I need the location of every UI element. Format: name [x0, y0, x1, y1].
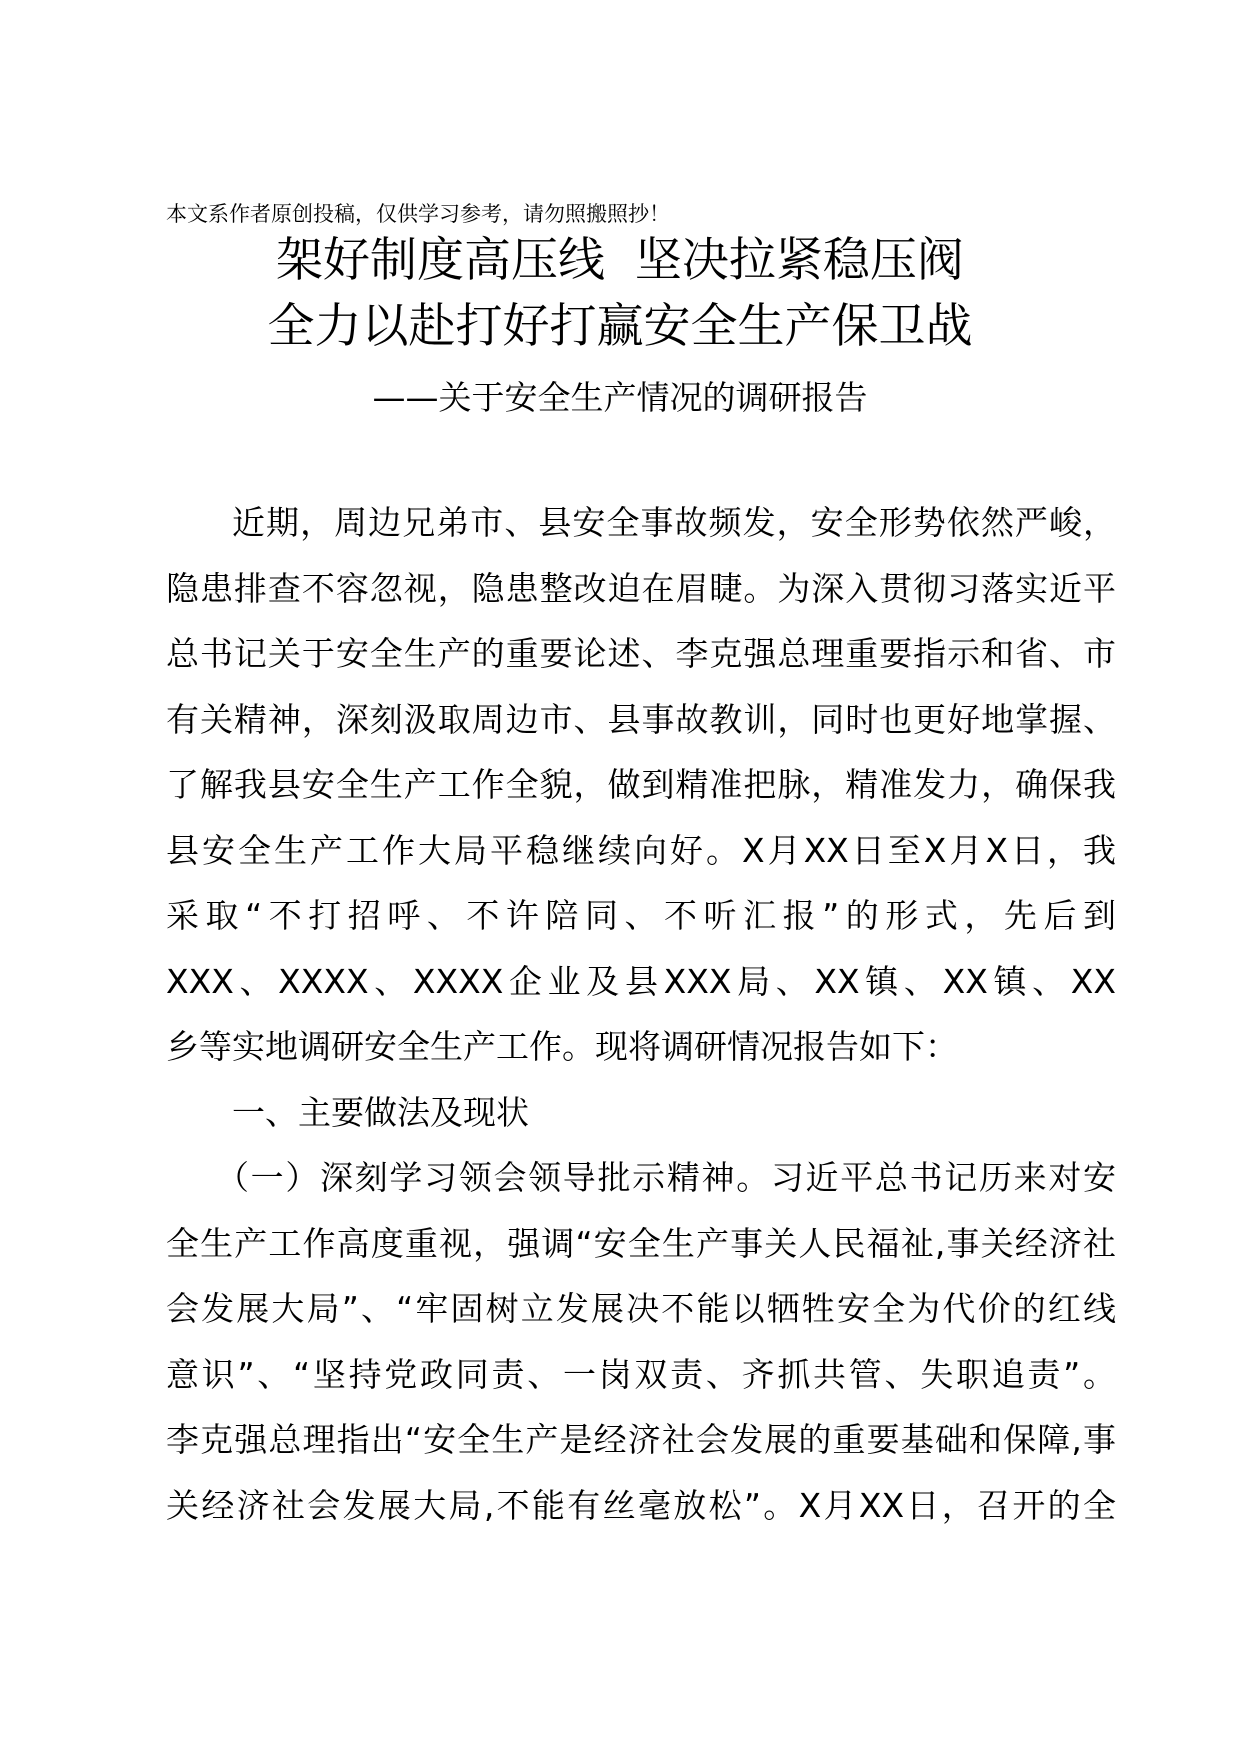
body-line: 会发展大局”、“牢固树立发展决不能以牺牲安全为代价的红线 [166, 1289, 1116, 1328]
body-line: 全生产工作高度重视，强调“安全生产事关人民福祉,事关经济社 [166, 1223, 1116, 1263]
body-line: XXX、XXXX、XXXX企业及县XXX局、XX镇、XX镇、XX [166, 961, 1116, 1001]
body-line: 总书记关于安全生产的重要论述、李克强总理重要指示和省、市 [166, 634, 1116, 673]
body-line: 意识”、“坚持党政同责、一岗双责、齐抓共管、失职追责”。 [166, 1354, 1116, 1394]
body-line: 李克强总理指出“安全生产是经济社会发展的重要基础和保障,事 [166, 1420, 1116, 1459]
body-line: 关经济社会发展大局,不能有丝毫放松”。X月XX日，召开的全 [166, 1485, 1116, 1525]
body-line: （一）深刻学习领会领导批示精神。习近平总书记历来对安 [216, 1158, 1116, 1197]
title-line-1: 架好制度高压线 坚决拉紧稳压阀 [276, 233, 964, 288]
body-line: 采取“不打招呼、不许陪同、不听汇报”的形式，先后到 [166, 896, 1116, 935]
copyright-notice: 本文系作者原创投稿，仅供学习参考，请勿照搬照抄！ [166, 202, 670, 226]
section-heading: 一、主要做法及现状 [232, 1092, 529, 1132]
body-line: 有关精神，深刻汲取周边市、县事故教训，同时也更好地掌握、 [166, 699, 1116, 739]
document-body [166, 490, 1116, 1538]
subtitle: ——关于安全生产情况的调研报告 [372, 378, 868, 417]
body-line: 县安全生产工作大局平稳继续向好。X月XX日至X月X日，我 [166, 830, 1116, 870]
body-line: 近期，周边兄弟市、县安全事故频发，安全形势依然严峻， [232, 503, 1116, 542]
body-line: 乡等实地调研安全生产工作。现将调研情况报告如下： [166, 1027, 958, 1066]
body-line: 了解我县安全生产工作全貌，做到精准把脉，精准发力，确保我 [166, 765, 1116, 804]
title-line-2: 全力以赴打好打赢安全生产保卫战 [267, 299, 973, 354]
body-line: 隐患排查不容忽视，隐患整改迫在眉睫。为深入贯彻习落实近平 [166, 568, 1116, 608]
